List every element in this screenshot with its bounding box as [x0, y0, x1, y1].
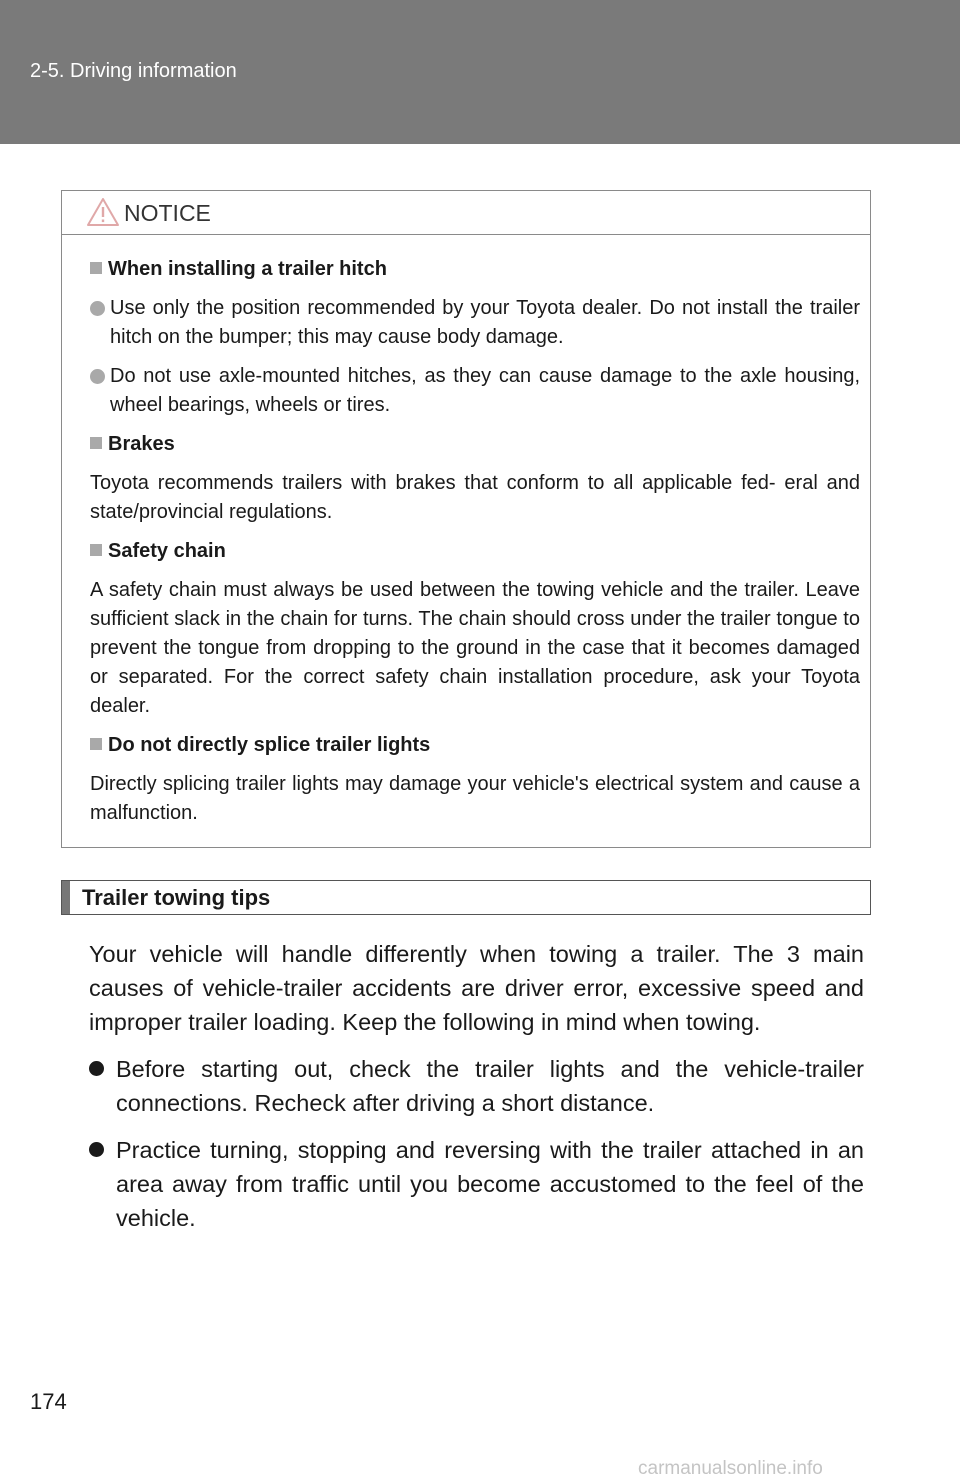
notice-heading-hitch: When installing a trailer hitch	[84, 255, 860, 284]
notice-paragraph-splice: Directly splicing trailer lights may damage your vehicle's electrical system and cause a malfunction.	[90, 773, 860, 824]
notice-body	[62, 235, 870, 828]
notice-heading-brakes: Brakes	[84, 430, 860, 459]
circle-bullet-icon	[90, 301, 105, 316]
square-bullet-icon	[90, 262, 102, 274]
circle-bullet-icon	[90, 369, 105, 384]
page-number: 174	[30, 1389, 67, 1414]
circle-bullet-icon	[89, 1142, 104, 1157]
notice-box	[61, 190, 871, 848]
notice-bullet: Use only the position recommended by your Toyota dealer. Do not install the trailer hitch on the bumper; this may cause body damage.	[84, 294, 860, 352]
notice-paragraph-safety-chain: A safety chain must always be used between the towing vehicle and the trailer. Leave sufficient slack in the chain for turns. The chain should cross under the trailer tongue to prevent the tongue from dropping to the ground in the case that it becomes damaged or separated. For the correct safety chain installation procedure, ask your Toyota dealer.	[90, 579, 860, 717]
notice-title: NOTICE	[124, 200, 211, 226]
section-accent	[62, 881, 70, 914]
section-breadcrumb: 2-5. Driving information	[30, 60, 237, 82]
section-bullet: Practice turning, stopping and reversing with the trailer attached in an area away from traffic until you become accustomed to the feel of the vehicle.	[89, 1133, 864, 1235]
square-bullet-icon	[90, 738, 102, 750]
circle-bullet-icon	[89, 1061, 104, 1076]
notice-header	[62, 191, 870, 235]
watermark: carmanualsonline.info	[638, 1458, 823, 1479]
notice-heading-safety-chain: Safety chain	[84, 537, 860, 566]
square-bullet-icon	[90, 544, 102, 556]
section-intro: Your vehicle will handle differently when towing a trailer. The 3 main causes of vehicle-trailer accidents are driver error, excessive speed and improper trailer loading. Keep the following in mind when towing.	[89, 941, 864, 1035]
section-title: Trailer towing tips	[82, 885, 271, 910]
square-bullet-icon	[90, 437, 102, 449]
notice-bullet: Do not use axle-mounted hitches, as they can cause damage to the axle housing, wheel bearings, wheels or tires.	[84, 362, 860, 420]
notice-heading-splice: Do not directly splice trailer lights	[84, 731, 860, 760]
notice-paragraph-brakes: Toyota recommends trailers with brakes that conform to all applicable fed- eral and state/provincial regulations.	[90, 472, 860, 523]
section-bullet: Before starting out, check the trailer lights and the vehicle-trailer connections. Recheck after driving a short distance.	[89, 1052, 864, 1120]
section-content	[89, 937, 864, 1248]
warning-triangle-icon	[86, 197, 120, 227]
header-band	[0, 0, 960, 144]
section-heading-bar	[61, 880, 871, 915]
